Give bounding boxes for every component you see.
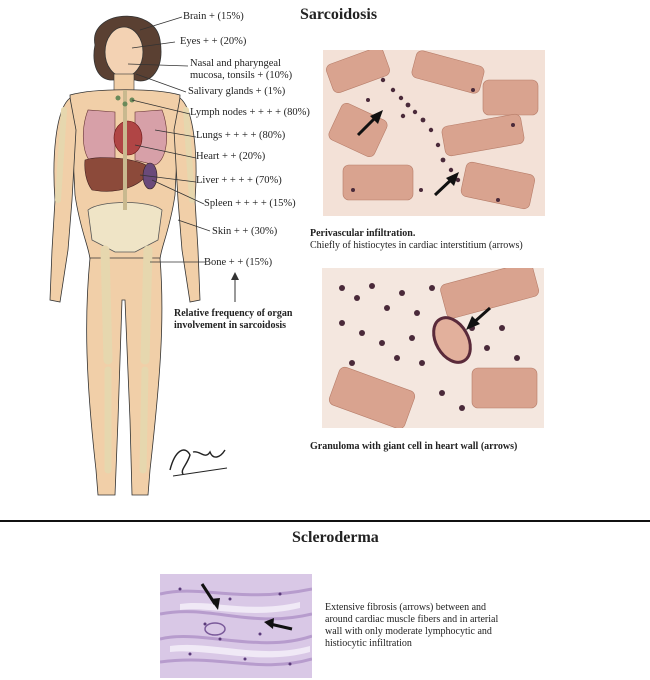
organ-label-eyes: Eyes + + (20%) [180, 36, 247, 47]
organ-label-bone: Bone + + (15%) [204, 257, 273, 268]
sarcoidosis-title: Sarcoidosis [300, 6, 378, 23]
frequency-caption-line2: involvement in sarcoidosis [174, 320, 287, 331]
artist-signature [165, 440, 235, 480]
organ-label-lymph-nodes: Lymph nodes + + + + (80%) [190, 107, 310, 118]
organ-label-spleen: Spleen + + + + (15%) [204, 198, 296, 209]
organ-label-lungs: Lungs + + + + (80%) [196, 130, 286, 141]
scleroderma-title: Scleroderma [292, 529, 379, 546]
micrograph1-caption-title: Perivascular infiltration. [310, 228, 416, 239]
organ-label-salivary: Salivary glands + (1%) [188, 86, 286, 97]
scleroderma-caption-line4: histiocytic infiltration [325, 638, 412, 649]
micrograph-scleroderma-fibrosis [160, 574, 312, 678]
scleroderma-caption-line1: Extensive fibrosis (arrows) between and [325, 602, 487, 613]
organ-label-nasal-line1: Nasal and pharyngeal [190, 58, 281, 69]
micrograph-granuloma-giant-cell [322, 268, 544, 428]
organ-label-heart: Heart + + (20%) [196, 151, 266, 162]
scleroderma-caption-line3: wall with only moderate lymphocytic and [325, 626, 492, 637]
micrograph-perivascular-infiltration [323, 50, 545, 216]
organ-label-brain: Brain + (15%) [183, 11, 244, 22]
organ-label-liver: Liver + + + + (70%) [196, 175, 282, 186]
micrograph1-caption-text: Chiefly of histiocytes in cardiac interstitium (arrows) [310, 240, 523, 251]
micrograph2-caption: Granuloma with giant cell in heart wall (arrows) [310, 441, 518, 452]
organ-label-nasal-line2: mucosa, tonsils + (10%) [190, 70, 293, 81]
frequency-caption-line1: Relative frequency of organ [174, 308, 293, 319]
scleroderma-caption-line2: around cardiac muscle fibers and in arterial [325, 614, 499, 625]
organ-label-skin: Skin + + (30%) [212, 226, 278, 237]
section-divider [0, 520, 650, 522]
